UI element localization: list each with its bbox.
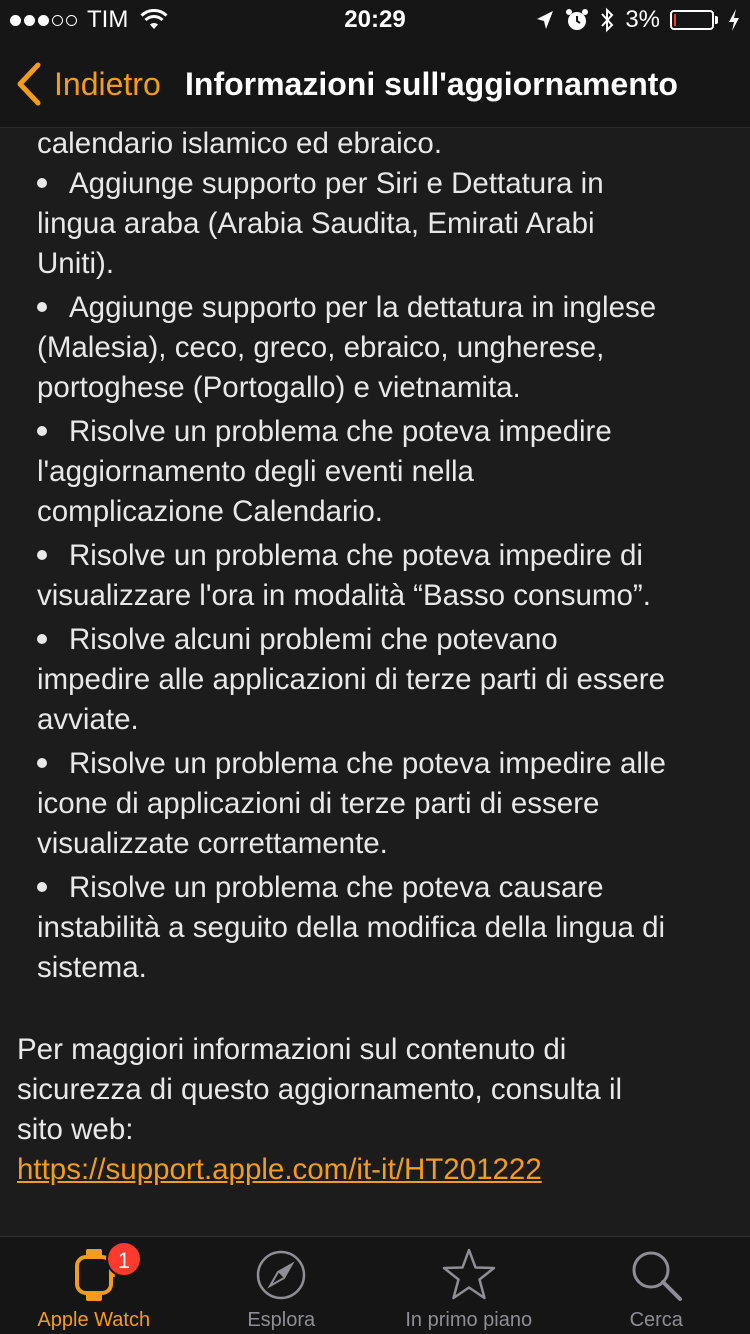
bullet-dot-icon <box>37 426 47 436</box>
support-link[interactable]: https://support.apple.com/it-it/HT201222 <box>17 1153 542 1186</box>
footer-line: sito web: <box>17 1113 134 1146</box>
bullet-text: Aggiunge supporto per Siri e Dettatura in <box>69 167 604 200</box>
bullet-dot-icon <box>37 882 47 892</box>
chevron-left-icon <box>16 62 42 106</box>
bullet-line <box>0 288 750 328</box>
bullet-item <box>0 288 750 408</box>
tab-featured[interactable] <box>375 1237 563 1334</box>
bullet-line <box>0 660 750 700</box>
back-button-label: Indietro <box>54 65 161 102</box>
bullet-dot-icon <box>37 550 47 560</box>
bullet-text: visualizzare l'ora in modalità “Basso consumo”. <box>37 579 651 612</box>
bullet-line <box>0 948 750 988</box>
bullet-line <box>0 492 750 532</box>
bullet-line <box>0 204 750 244</box>
status-bar <box>0 0 750 40</box>
note-continuation-line: calendario islamico ed ebraico. <box>37 129 443 160</box>
bullet-item <box>0 164 750 284</box>
carrier-label: TIM <box>87 6 129 33</box>
bullet-text: avviate. <box>37 703 139 736</box>
alarm-icon <box>565 8 589 32</box>
release-notes <box>0 129 750 1190</box>
battery-percent: 3% <box>625 6 660 33</box>
charging-bolt-icon <box>728 8 740 32</box>
page-title: Informazioni sull'aggiornamento <box>185 66 678 102</box>
notification-badge: 1 <box>106 1241 142 1277</box>
bullet-line <box>0 868 750 908</box>
battery-icon <box>670 10 718 30</box>
footer-line: sicurezza di questo aggiornamento, consulta il <box>17 1073 623 1106</box>
bullet-line <box>0 328 750 368</box>
bullet-item <box>0 620 750 740</box>
bullet-text: lingua araba (Arabia Saudita, Emirati Arabi <box>37 207 595 240</box>
bullet-text: instabilità a seguito della modifica della lingua di <box>37 911 666 944</box>
bullet-line <box>0 908 750 948</box>
bullet-line <box>0 620 750 660</box>
bullet-line <box>0 700 750 740</box>
footer-line: Per maggiori informazioni sul contenuto di <box>17 1033 567 1066</box>
bullet-text: portoghese (Portogallo) e vietnamita. <box>37 371 521 404</box>
bullet-text: Risolve un problema che poteva impedire di <box>69 539 643 572</box>
bullet-text: Risolve un problema che poteva impedire alle <box>69 747 666 780</box>
tab-explore[interactable] <box>188 1237 376 1334</box>
bullet-item <box>0 868 750 988</box>
bullet-line <box>0 576 750 616</box>
bullet-text: icone di applicazioni di terze parti di essere <box>37 787 600 820</box>
tab-apple-watch[interactable] <box>0 1237 188 1334</box>
bullet-line <box>0 244 750 284</box>
bullet-item <box>0 536 750 616</box>
bullet-line <box>0 164 750 204</box>
tab-bar <box>0 1236 750 1334</box>
bullet-line <box>0 744 750 784</box>
bullet-line <box>0 412 750 452</box>
bullet-item <box>0 744 750 864</box>
star-icon <box>441 1247 497 1303</box>
bullet-text: complicazione Calendario. <box>37 495 383 528</box>
bullet-text: Risolve un problema che poteva causare <box>69 871 604 904</box>
tab-search[interactable] <box>563 1237 750 1334</box>
bullet-line <box>0 784 750 824</box>
bullet-text: Risolve alcuni problemi che potevano <box>69 623 558 656</box>
status-right <box>535 6 740 34</box>
bullet-list <box>0 164 750 988</box>
battery-body <box>670 10 714 30</box>
bullet-text: visualizzate correttamente. <box>37 827 388 860</box>
navigation-bar <box>0 40 750 128</box>
security-info-paragraph <box>0 1030 750 1190</box>
tab-label: In primo piano <box>405 1309 533 1331</box>
bullet-dot-icon <box>37 758 47 768</box>
bullet-line <box>0 452 750 492</box>
location-arrow-icon <box>535 9 555 31</box>
bullet-line <box>0 536 750 576</box>
bullet-text: Risolve un problema che poteva impedire <box>69 415 612 448</box>
status-time: 20:29 <box>344 6 406 33</box>
bullet-line <box>0 824 750 864</box>
bullet-text: impedire alle applicazioni di terze parti di essere <box>37 663 666 696</box>
search-icon <box>628 1247 684 1303</box>
bullet-text: l'aggiornamento degli eventi nella <box>37 455 474 488</box>
tab-label: Apple Watch <box>37 1309 151 1331</box>
bullet-line <box>0 368 750 408</box>
release-notes-scroll[interactable] <box>0 129 750 1236</box>
battery-fill <box>674 14 676 26</box>
bullet-text: Aggiunge supporto per la dettatura in inglese <box>69 291 657 324</box>
bullet-dot-icon <box>37 634 47 644</box>
bullet-text: sistema. <box>37 951 147 984</box>
tab-label: Esplora <box>247 1309 316 1331</box>
bullet-text: Uniti). <box>37 247 115 280</box>
bluetooth-icon <box>599 7 615 33</box>
tab-label: Cerca <box>629 1309 683 1331</box>
bullet-dot-icon <box>37 178 47 188</box>
back-button[interactable] <box>16 62 161 106</box>
bullet-item <box>0 412 750 532</box>
bullet-dot-icon <box>37 302 47 312</box>
bullet-text: (Malesia), ceco, greco, ebraico, ungherese, <box>37 331 605 364</box>
compass-icon <box>253 1247 309 1303</box>
battery-tip <box>715 16 718 24</box>
